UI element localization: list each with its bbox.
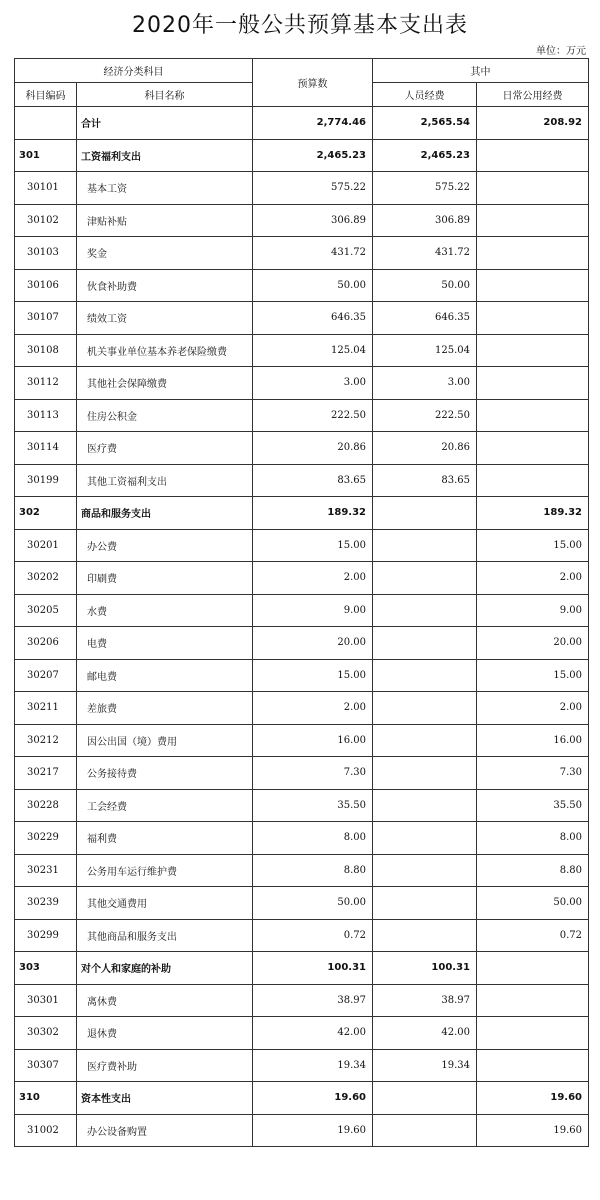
cell-budget: 20.86 xyxy=(253,432,373,465)
table-row xyxy=(15,627,589,660)
cell-personnel xyxy=(373,562,477,595)
cell-code: 30239 xyxy=(15,887,77,920)
cell-name: 办公设备购置 xyxy=(77,1114,253,1147)
cell-personnel xyxy=(373,1114,477,1147)
cell-public: 7.30 xyxy=(477,757,589,790)
table-row xyxy=(15,919,589,952)
cell-name: 对个人和家庭的补助 xyxy=(77,952,253,985)
table-row xyxy=(15,269,589,302)
page-title: 2020年一般公共预算基本支出表 xyxy=(132,13,468,38)
cell-name: 伙食补助费 xyxy=(77,269,253,302)
cell-public xyxy=(477,1049,589,1082)
table-row xyxy=(15,887,589,920)
cell-public: 2.00 xyxy=(477,562,589,595)
header-name: 科目名称 xyxy=(77,83,253,107)
cell-name: 离休费 xyxy=(77,984,253,1017)
header-budget: 预算数 xyxy=(253,59,373,107)
cell-personnel: 50.00 xyxy=(373,269,477,302)
cell-public: 15.00 xyxy=(477,529,589,562)
table-row xyxy=(15,594,589,627)
cell-budget: 189.32 xyxy=(253,497,373,530)
cell-name: 津贴补贴 xyxy=(77,204,253,237)
cell-public: 15.00 xyxy=(477,659,589,692)
cell-personnel xyxy=(373,724,477,757)
cell-budget: 7.30 xyxy=(253,757,373,790)
cell-code: 30207 xyxy=(15,659,77,692)
cell-name: 差旅费 xyxy=(77,692,253,725)
cell-personnel: 222.50 xyxy=(373,399,477,432)
cell-personnel xyxy=(373,822,477,855)
cell-budget: 16.00 xyxy=(253,724,373,757)
cell-personnel xyxy=(373,757,477,790)
cell-code: 30307 xyxy=(15,1049,77,1082)
cell-code: 30217 xyxy=(15,757,77,790)
cell-name: 福利费 xyxy=(77,822,253,855)
cell-public: 8.80 xyxy=(477,854,589,887)
table-row xyxy=(15,172,589,205)
cell-code: 30202 xyxy=(15,562,77,595)
cell-budget: 19.60 xyxy=(253,1114,373,1147)
table-row xyxy=(15,139,589,172)
cell-public xyxy=(477,952,589,985)
cell-public xyxy=(477,269,589,302)
cell-budget: 431.72 xyxy=(253,237,373,270)
cell-code: 30201 xyxy=(15,529,77,562)
cell-code: 30107 xyxy=(15,302,77,335)
cell-budget: 50.00 xyxy=(253,269,373,302)
cell-name: 公务用车运行维护费 xyxy=(77,854,253,887)
cell-personnel: 2,465.23 xyxy=(373,139,477,172)
cell-budget: 50.00 xyxy=(253,887,373,920)
cell-personnel xyxy=(373,789,477,822)
cell-code: 30231 xyxy=(15,854,77,887)
cell-personnel: 3.00 xyxy=(373,367,477,400)
cell-public xyxy=(477,237,589,270)
cell-personnel: 19.34 xyxy=(373,1049,477,1082)
header-personnel: 人员经费 xyxy=(373,83,477,107)
cell-budget: 2.00 xyxy=(253,692,373,725)
cell-name: 其他交通费用 xyxy=(77,887,253,920)
cell-budget: 35.50 xyxy=(253,789,373,822)
cell-public: 208.92 xyxy=(477,107,589,140)
cell-budget: 83.65 xyxy=(253,464,373,497)
table-row xyxy=(15,237,589,270)
cell-code: 30106 xyxy=(15,269,77,302)
table-row xyxy=(15,659,589,692)
cell-personnel: 100.31 xyxy=(373,952,477,985)
cell-code: 30229 xyxy=(15,822,77,855)
cell-budget: 3.00 xyxy=(253,367,373,400)
table-row xyxy=(15,724,589,757)
cell-budget: 575.22 xyxy=(253,172,373,205)
cell-code: 30301 xyxy=(15,984,77,1017)
cell-personnel xyxy=(373,594,477,627)
header-among: 其中 xyxy=(373,59,589,83)
cell-budget: 15.00 xyxy=(253,659,373,692)
table-row xyxy=(15,854,589,887)
table-row xyxy=(15,302,589,335)
cell-name: 商品和服务支出 xyxy=(77,497,253,530)
cell-code: 30228 xyxy=(15,789,77,822)
cell-budget: 9.00 xyxy=(253,594,373,627)
table-row xyxy=(15,692,589,725)
table-row xyxy=(15,334,589,367)
table-row xyxy=(15,204,589,237)
cell-name: 办公费 xyxy=(77,529,253,562)
cell-personnel: 125.04 xyxy=(373,334,477,367)
cell-code: 30101 xyxy=(15,172,77,205)
cell-name: 住房公积金 xyxy=(77,399,253,432)
cell-code: 30102 xyxy=(15,204,77,237)
cell-public xyxy=(477,367,589,400)
cell-code: 30199 xyxy=(15,464,77,497)
cell-name: 电费 xyxy=(77,627,253,660)
cell-code: 30212 xyxy=(15,724,77,757)
cell-name: 绩效工资 xyxy=(77,302,253,335)
cell-budget: 38.97 xyxy=(253,984,373,1017)
cell-budget: 8.00 xyxy=(253,822,373,855)
cell-personnel: 575.22 xyxy=(373,172,477,205)
cell-public xyxy=(477,1017,589,1050)
cell-budget: 42.00 xyxy=(253,1017,373,1050)
cell-personnel xyxy=(373,659,477,692)
cell-public: 50.00 xyxy=(477,887,589,920)
budget-table xyxy=(14,58,589,1147)
cell-public: 2.00 xyxy=(477,692,589,725)
cell-personnel: 431.72 xyxy=(373,237,477,270)
cell-name: 合计 xyxy=(77,107,253,140)
cell-personnel xyxy=(373,692,477,725)
cell-budget: 125.04 xyxy=(253,334,373,367)
cell-code: 30113 xyxy=(15,399,77,432)
cell-personnel: 42.00 xyxy=(373,1017,477,1050)
cell-code: 30114 xyxy=(15,432,77,465)
cell-public xyxy=(477,399,589,432)
cell-name: 资本性支出 xyxy=(77,1082,253,1115)
table-row xyxy=(15,107,589,140)
cell-code: 302 xyxy=(15,497,77,530)
cell-public xyxy=(477,334,589,367)
table-row xyxy=(15,952,589,985)
cell-budget: 19.34 xyxy=(253,1049,373,1082)
header-econ-class: 经济分类科目 xyxy=(15,59,253,83)
cell-budget: 306.89 xyxy=(253,204,373,237)
table-row xyxy=(15,1082,589,1115)
cell-name: 奖金 xyxy=(77,237,253,270)
cell-personnel: 83.65 xyxy=(373,464,477,497)
cell-name: 医疗费 xyxy=(77,432,253,465)
cell-public xyxy=(477,172,589,205)
table-row xyxy=(15,984,589,1017)
cell-personnel: 2,565.54 xyxy=(373,107,477,140)
table-row xyxy=(15,529,589,562)
cell-budget: 2.00 xyxy=(253,562,373,595)
cell-code: 310 xyxy=(15,1082,77,1115)
cell-code: 30108 xyxy=(15,334,77,367)
cell-code: 301 xyxy=(15,139,77,172)
cell-personnel xyxy=(373,919,477,952)
cell-public: 0.72 xyxy=(477,919,589,952)
cell-budget: 8.80 xyxy=(253,854,373,887)
cell-public xyxy=(477,984,589,1017)
cell-name: 机关事业单位基本养老保险缴费 xyxy=(77,334,253,367)
cell-public: 189.32 xyxy=(477,497,589,530)
cell-personnel xyxy=(373,887,477,920)
cell-code: 30299 xyxy=(15,919,77,952)
cell-name: 其他工资福利支出 xyxy=(77,464,253,497)
table-row xyxy=(15,1114,589,1147)
table-row xyxy=(15,464,589,497)
cell-budget: 19.60 xyxy=(253,1082,373,1115)
cell-name: 印刷费 xyxy=(77,562,253,595)
table-row xyxy=(15,822,589,855)
table-row xyxy=(15,789,589,822)
cell-public: 35.50 xyxy=(477,789,589,822)
cell-public: 9.00 xyxy=(477,594,589,627)
cell-public: 19.60 xyxy=(477,1114,589,1147)
cell-budget: 2,774.46 xyxy=(253,107,373,140)
table-row xyxy=(15,367,589,400)
cell-code: 30211 xyxy=(15,692,77,725)
table-row xyxy=(15,757,589,790)
table-row xyxy=(15,1017,589,1050)
cell-code xyxy=(15,107,77,140)
cell-public xyxy=(477,204,589,237)
table-row xyxy=(15,1049,589,1082)
cell-code: 30206 xyxy=(15,627,77,660)
cell-name: 工会经费 xyxy=(77,789,253,822)
cell-name: 公务接待费 xyxy=(77,757,253,790)
cell-code: 31002 xyxy=(15,1114,77,1147)
cell-budget: 2,465.23 xyxy=(253,139,373,172)
cell-personnel xyxy=(373,627,477,660)
cell-name: 邮电费 xyxy=(77,659,253,692)
table-row xyxy=(15,497,589,530)
cell-name: 其他社会保障缴费 xyxy=(77,367,253,400)
cell-public: 20.00 xyxy=(477,627,589,660)
cell-code: 30112 xyxy=(15,367,77,400)
cell-public: 16.00 xyxy=(477,724,589,757)
cell-budget: 20.00 xyxy=(253,627,373,660)
table-row xyxy=(15,399,589,432)
cell-name: 退休费 xyxy=(77,1017,253,1050)
cell-name: 工资福利支出 xyxy=(77,139,253,172)
table-row xyxy=(15,562,589,595)
cell-name: 因公出国（境）费用 xyxy=(77,724,253,757)
cell-name: 水费 xyxy=(77,594,253,627)
unit-label: 单位：万元 xyxy=(536,46,586,57)
cell-budget: 222.50 xyxy=(253,399,373,432)
cell-budget: 646.35 xyxy=(253,302,373,335)
table-body xyxy=(15,107,589,1147)
cell-public: 19.60 xyxy=(477,1082,589,1115)
header-row-top xyxy=(15,59,589,83)
cell-personnel xyxy=(373,1082,477,1115)
cell-name: 基本工资 xyxy=(77,172,253,205)
cell-code: 303 xyxy=(15,952,77,985)
cell-public xyxy=(477,139,589,172)
cell-personnel xyxy=(373,854,477,887)
cell-code: 30103 xyxy=(15,237,77,270)
cell-public xyxy=(477,302,589,335)
cell-budget: 100.31 xyxy=(253,952,373,985)
cell-public: 8.00 xyxy=(477,822,589,855)
cell-personnel: 646.35 xyxy=(373,302,477,335)
cell-budget: 0.72 xyxy=(253,919,373,952)
header-public: 日常公用经费 xyxy=(477,83,589,107)
cell-personnel xyxy=(373,497,477,530)
cell-budget: 15.00 xyxy=(253,529,373,562)
cell-personnel: 306.89 xyxy=(373,204,477,237)
cell-code: 30205 xyxy=(15,594,77,627)
cell-name: 其他商品和服务支出 xyxy=(77,919,253,952)
cell-personnel: 38.97 xyxy=(373,984,477,1017)
cell-name: 医疗费补助 xyxy=(77,1049,253,1082)
cell-public xyxy=(477,432,589,465)
cell-personnel: 20.86 xyxy=(373,432,477,465)
cell-code: 30302 xyxy=(15,1017,77,1050)
cell-public xyxy=(477,464,589,497)
cell-personnel xyxy=(373,529,477,562)
header-code: 科目编码 xyxy=(15,83,77,107)
table-row xyxy=(15,432,589,465)
